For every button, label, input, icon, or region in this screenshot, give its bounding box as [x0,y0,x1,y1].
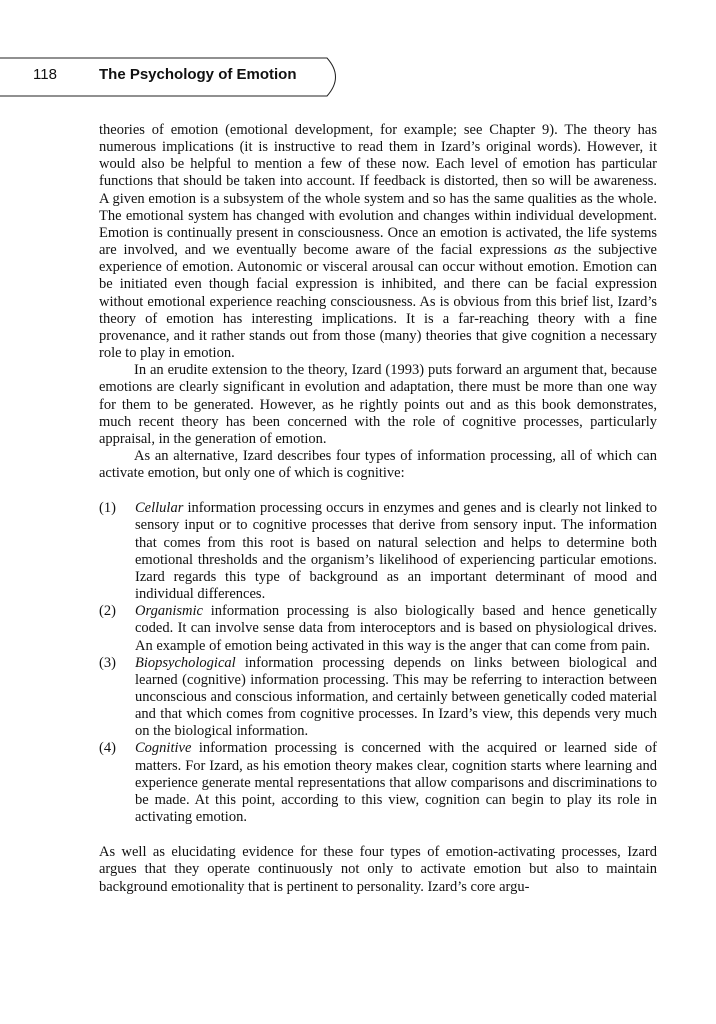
list-term: Cognitive [135,740,192,757]
list-number: (4) [99,740,116,757]
emphasis-as: as [553,242,567,259]
list-term: Biopsychological [135,654,236,671]
running-title: The Psychology of Emotion [99,66,297,83]
list-number: (1) [99,500,116,517]
list-item [99,500,657,603]
paragraph-3: As an alternative, Izard describes four types of information processing, all of which can activate emotion, but only one of which is cognitive: [99,447,657,482]
list-text: information processing occurs in enzymes and genes and is clearly not linked to sensory input or to cognitive processes that derive from sensory input. The information that comes from this root is based on natural selection and helps to determine both emotional thresholds and the organism’s likelihood of experiencing particular emotions. Izard regards this type of background as an important determinant of mood and individual differences. [135,500,657,603]
list-term: Cellular [135,500,184,517]
paragraph-4: As well as elucidating evidence for these four types of emotion-activating processes, Izard argues that they operate continuously not only to activate emotion but also to maintain background emotionality that is pertinent to personality. Izard’s core argu- [99,844,657,895]
running-header [0,57,716,97]
page-number: 118 [33,66,57,83]
paragraph-1: theories of emotion (emotional development, for example; see Chapter 9). The theory has numerous implications (it is instructive to read them in Izard’s original words). However, it would also be helpful to mention a few of these now. Each level of emotion has particular functions that should be taken into account. If feedback is distorted, then so will be awareness. A given emotion is a subsystem of the whole system and so has the same qualities as the whole. The emotional system has changed with evolution and changes within individual development. Emotion is continually present in consciousness. Once an emotion is activated, the life systems are involved, and we eventually become aware of the facial expressions as the subjective experience of emotion. Autonomic or visceral arousal can occur without emotion. Emotion can be initiated even though facial expression is inhibited, and there can be facial expression without emotional experience reaching consciousness. As is obvious from this brief list, Izard’s theory of emotion has interesting implications. It is a far-reaching theory with a fine provenance, and it rather stands out from those (many) theories that give cognition a necessary role to play in emotion. [99,122,657,362]
list-number: (3) [99,654,116,671]
list-item [99,655,657,741]
body-text [99,122,657,896]
list-term: Organismic [135,603,203,620]
list-text: information processing is also biologically based and hence genetically coded. It can involve sense data from interoceptors and is based on physiological drives. An example of emotion being activated in this way is the anger that can come from pain. [135,603,657,654]
list-number: (2) [99,603,116,620]
list-item [99,603,657,654]
paragraph-2: In an erudite extension to the theory, Izard (1993) puts forward an argument that, because emotions are clearly significant in evolution and adaptation, there must be more than one way for them to be generated. However, as he rightly points out and as this book demonstrates, much recent theory has been concerned with the role of cognitive processes, particularly appraisal, in the generation of emotion. [99,362,657,447]
list-text: information processing is concerned with the acquired or learned side of matters. For Izard, as his emotion theory makes clear, cognition starts where learning and experience generate mental representations that allow comparisons and discriminations to be made. At this point, according to this view, cognition can begin to play its role in activating emotion. [135,740,657,826]
list-text: information processing depends on links between biological and learned (cognitive) information processing. This may be referring to interaction between unconscious and conscious information, and certainly between genetically coded material and that which comes from cognitive processes. In Izard’s view, this depends very much on the biological information. [135,654,657,740]
list-item [99,740,657,826]
information-processing-list [99,500,657,826]
